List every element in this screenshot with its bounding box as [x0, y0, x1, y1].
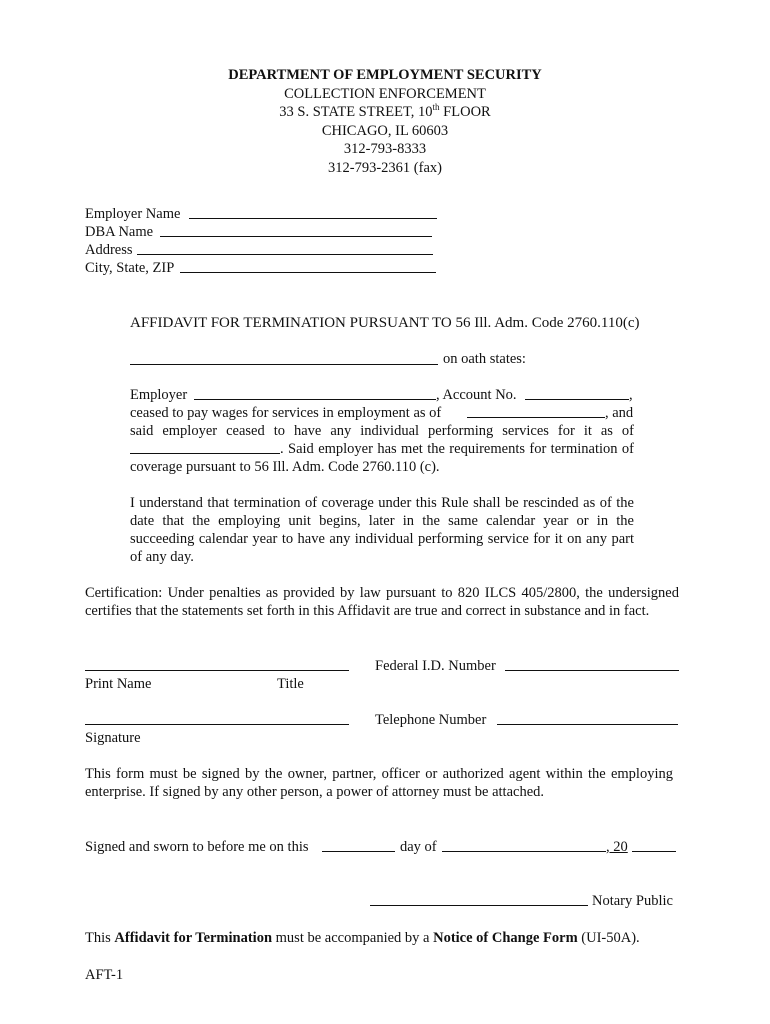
ceased-services-date-field[interactable]: [130, 453, 280, 454]
address-label: Address: [85, 242, 133, 258]
form-id: AFT-1: [85, 967, 124, 983]
telephone-label: Telephone Number: [375, 712, 487, 728]
notary-public-label: Notary Public: [592, 893, 673, 909]
letterhead: [0, 66, 770, 177]
ceased-wages-text: ceased to pay wages for services in employment as of: [130, 405, 442, 421]
city-state-zip: CHICAGO, IL 60603: [321, 122, 449, 139]
requirements-met-text: . Said employer has met the requirements for termination of: [280, 441, 634, 457]
account-number-label: , Account No.: [436, 387, 517, 403]
notice-line-2: enterprise. If signed by any other person, a power of attorney must be attached.: [85, 784, 545, 800]
understanding-line-3: succeeding calendar year to have any individual performing service for it on any part: [130, 531, 634, 547]
division-name: COLLECTION ENFORCEMENT: [284, 85, 486, 102]
understanding-line-1: I understand that termination of coverage under this Rule shall be rescinded as of the: [130, 495, 634, 511]
ceased-services-text: said employer ceased to have any individual performing services for it as of: [130, 423, 634, 439]
year-prefix-text: , 20: [606, 839, 628, 855]
federal-id-field[interactable]: [505, 670, 679, 671]
fax-number: 312-793-2361 (fax): [328, 159, 442, 176]
title-label: Title: [277, 676, 304, 692]
address-field[interactable]: [137, 254, 433, 255]
employer-name-label: Employer Name: [85, 206, 181, 222]
print-name-label: Print Name: [85, 676, 152, 692]
print-name-title-field[interactable]: [85, 670, 349, 671]
understanding-line-2: date that the employing unit begins, later in the same calendar year or in the: [130, 513, 634, 529]
dba-name-field[interactable]: [160, 236, 432, 237]
oath-states-text: on oath states:: [443, 351, 526, 367]
phone-number: 312-793-8333: [343, 141, 427, 157]
accompaniment-note: This Affidavit for Termination must be accompanied by a Notice of Change Form (UI-50A).: [85, 930, 640, 946]
ceased-wages-date-field[interactable]: [467, 417, 605, 418]
day-of-text: day of: [400, 839, 437, 855]
signature-field[interactable]: [85, 724, 349, 725]
notary-signature-field[interactable]: [370, 905, 588, 906]
comma: ,: [629, 387, 633, 403]
city-state-zip-label: City, State, ZIP: [85, 260, 175, 276]
employer-name-field[interactable]: [189, 218, 437, 219]
affiant-name-field[interactable]: [130, 364, 438, 365]
telephone-field[interactable]: [497, 724, 678, 725]
employer-field[interactable]: [194, 399, 436, 400]
employer-label: Employer: [130, 387, 188, 403]
sworn-day-field[interactable]: [322, 851, 395, 852]
account-number-field[interactable]: [525, 399, 629, 400]
certification-line-1: Certification: Under penalties as provided by law pursuant to 820 ILCS 405/2800, the undersigned: [85, 585, 679, 601]
notice-line-1: This form must be signed by the owner, partner, officer or authorized agent within the employing: [85, 766, 673, 782]
and-text: , and: [605, 405, 634, 421]
coverage-pursuant-text: coverage pursuant to 56 Ill. Adm. Code 2760.110 (c).: [130, 459, 440, 475]
city-state-zip-field[interactable]: [180, 272, 436, 273]
affidavit-title: AFFIDAVIT FOR TERMINATION PURSUANT TO 56 Ill. Adm. Code 2760.110(c): [130, 315, 640, 331]
sworn-prefix-text: Signed and sworn to before me on this: [85, 839, 309, 855]
department-name: DEPARTMENT OF EMPLOYMENT SECURITY: [228, 67, 542, 83]
certification-line-2: certifies that the statements set forth in this Affidavit are true and correct in substance and in fact.: [85, 603, 650, 619]
federal-id-label: Federal I.D. Number: [375, 658, 496, 674]
signature-label: Signature: [85, 730, 141, 746]
dba-name-label: DBA Name: [85, 224, 154, 240]
understanding-line-4: of any day.: [130, 549, 194, 565]
street-address: 33 S. STATE STREET, 10th FLOOR: [279, 102, 491, 120]
sworn-year-field[interactable]: [632, 851, 676, 852]
sworn-month-field[interactable]: [442, 851, 606, 852]
